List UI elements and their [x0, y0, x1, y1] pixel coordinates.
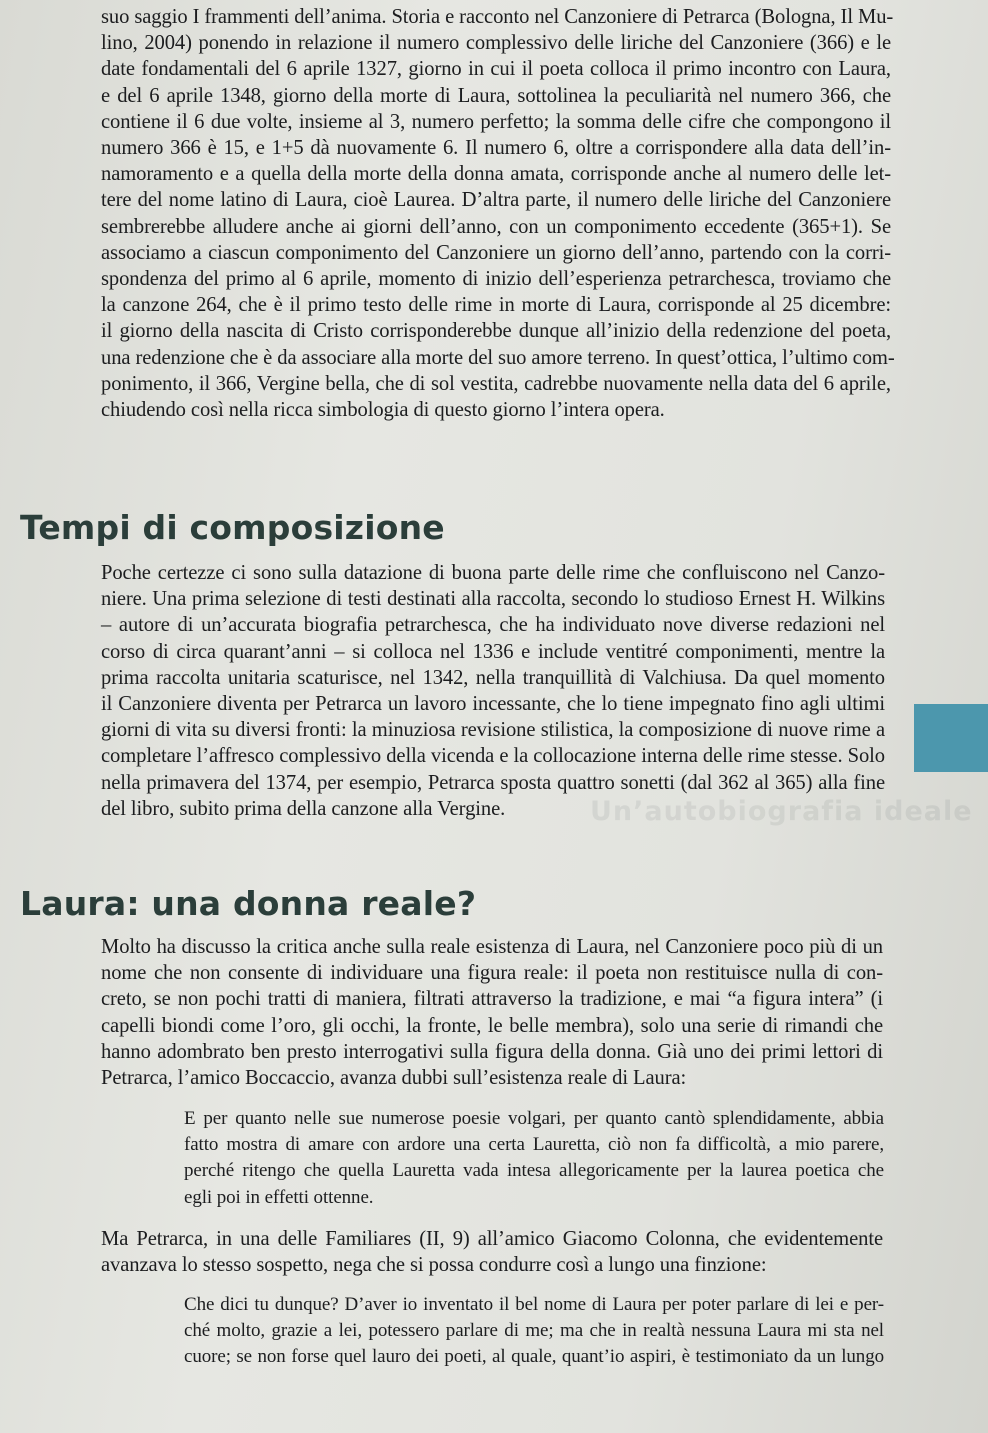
intro-line: il giorno della nascita di Cristo corrisponderebbe dunque all’inizio della redenzione del poeta,	[101, 320, 891, 343]
quote-line: perché ritengo che quella Lauretta vada intesa allegoricamente per la laurea poetica che	[184, 1160, 884, 1182]
intro-line: namoramento e a quella della morte della donna amata, corrisponde anche al numero delle let-	[101, 163, 891, 186]
quote-line: E per quanto nelle sue numerose poesie volgari, per quanto cantò splendidamente, abbia	[184, 1108, 884, 1129]
laura-line: hanno adombrato ben presto interrogativi sulla figura della donna. Già uno dei primi lettori di	[101, 1040, 883, 1063]
quote-line: cuore; se non forse quel lauro dei poeti, al quale, quant’io aspiri, è testimoniato da un lungo	[184, 1346, 884, 1368]
intro-line: la canzone 264, che è il primo testo delle rime in morte di Laura, corrisponde al 25 dicembre:	[101, 294, 891, 317]
intro-line: ponimento, il 366, Vergine bella, che di sol vestita, cadrebbe nuovamente nella data del 6 aprile,	[101, 372, 891, 395]
intro-line: suo saggio I frammenti dell’anima. Storia e racconto nel Canzoniere di Petrarca (Bologna, Il Mu-	[101, 6, 894, 28]
quote-line: egli poi in effetti ottenne.	[184, 1186, 374, 1208]
familiares-quote	[184, 1292, 884, 1371]
composition-line: completare l’affresco complessivo della vicenda e la collocazione interna delle rime stesse. Solo	[101, 745, 885, 768]
composition-line: il Canzoniere diventa per Petrarca un lavoro incessante, che lo tiene impegnato fino agli ultimi	[101, 693, 885, 716]
intro-line: e del 6 aprile 1348, giorno della morte di Laura, sottolinea la peculiarità nel numero 366, che	[101, 84, 891, 107]
composition-paragraph	[101, 560, 885, 822]
laura-line: creto, se non pochi tratti di maniera, filtrati attraverso la tradizione, e mai “a figura intera” (i	[101, 988, 883, 1011]
intro-line: chiudendo così nella ricca simbologia di questo giorno l’intera opera.	[101, 399, 665, 422]
laura-paragraph	[101, 934, 883, 1091]
section-heading-composition: Tempi di composizione	[20, 508, 445, 547]
side-color-tab	[914, 704, 988, 772]
intro-line: spondenza del primo al 6 aprile, momento di inizio dell’esperienza petrarchesca, troviamo che	[101, 268, 891, 291]
section-heading-laura: Laura: una donna reale?	[20, 884, 477, 923]
show-through-text: Un’autobiografia ideale	[590, 796, 973, 827]
intro-line: una redenzione che è da associare alla morte del suo amore terreno. In quest’ottica, l’ultimo com-	[101, 346, 895, 369]
intro-line: numero 366 è 15, e 1+5 dà nuovamente 6. Il numero 6, oltre a corrispondere alla data dell’in-	[101, 137, 891, 160]
intro-line: associamo a ciascun componimento del Canzoniere un giorno dell’anno, partendo con la corri-	[101, 241, 891, 264]
composition-line: prima raccolta unitaria scaturisce, nel 1342, nella tranquillità di Valchiusa. Da quel momento	[101, 666, 885, 689]
composition-line: Poche certezze ci sono sulla datazione di buona parte delle rime che confluiscono nel Canzo-	[101, 562, 885, 584]
intro-line: tere del nome latino di Laura, cioè Laurea. D’altra parte, il numero delle liriche del Canzoniere	[101, 189, 891, 212]
laura-line: nome che non consente di individuare una figura reale: il poeta non restituisce nulla di con-	[101, 962, 883, 985]
intro-line: lino, 2004) ponendo in relazione il numero complessivo delle liriche del Canzoniere (366) e le	[101, 32, 891, 55]
composition-line: nella primavera del 1374, per esempio, Petrarca sposta quattro sonetti (dal 362 al 365) alla fine	[101, 771, 885, 794]
boccaccio-quote	[184, 1106, 884, 1211]
composition-line: giorni di vita su diversi fronti: la minuziosa revisione stilistica, la composizione di nuove rime a	[101, 719, 885, 742]
petrarca-paragraph	[101, 1226, 883, 1278]
laura-line: Petrarca, l’amico Boccaccio, avanza dubbi sull’esistenza reale di Laura:	[101, 1067, 687, 1090]
quote-line: ché molto, grazie a lei, potessero parlare di me; ma che in realtà nessuna Laura mi sta nel	[184, 1320, 884, 1342]
intro-line: sembrerebbe alludere anche ai giorni dell’anno, con un componimento eccedente (365+1). Se	[101, 215, 891, 238]
quote-line: fatto mostra di amare con ardore una certa Lauretta, ciò non fa difficoltà, a mio parere,	[184, 1134, 884, 1156]
composition-line: del libro, subito prima della canzone alla Vergine.	[101, 797, 506, 820]
intro-paragraph	[101, 4, 895, 423]
middle-line: avanzava lo stesso sospetto, nega che si possa condurre così a lungo una finzione:	[101, 1254, 767, 1277]
laura-line: Molto ha discusso la critica anche sulla reale esistenza di Laura, nel Canzoniere poco più di un	[101, 936, 883, 958]
middle-line: Ma Petrarca, in una delle Familiares (II, 9) all’amico Giacomo Colonna, che evidentemente	[101, 1228, 883, 1250]
composition-line: – autore di un’accurata biografia petrarchesca, che ha individuato nove diverse redazioni nel	[101, 614, 885, 637]
composition-line: niere. Una prima selezione di testi destinati alla raccolta, secondo lo studioso Ernest H. Wilkins	[101, 588, 885, 611]
intro-line: date fondamentali del 6 aprile 1327, giorno in cui il poeta colloca il primo incontro con Laura,	[101, 58, 891, 81]
quote-line: Che dici tu dunque? D’aver io inventato il bel nome di Laura per poter parlare di lei e per-	[184, 1294, 884, 1315]
composition-line: corso di circa quarant’anni – si colloca nel 1336 e include ventitré componimenti, mentre la	[101, 640, 885, 663]
laura-line: capelli biondi come l’oro, gli occhi, la fronte, le belle membra), solo una serie di rimandi che	[101, 1014, 883, 1037]
intro-line: contiene il 6 due volte, insieme al 3, numero perfetto; la somma delle cifre che compongono il	[101, 110, 891, 133]
